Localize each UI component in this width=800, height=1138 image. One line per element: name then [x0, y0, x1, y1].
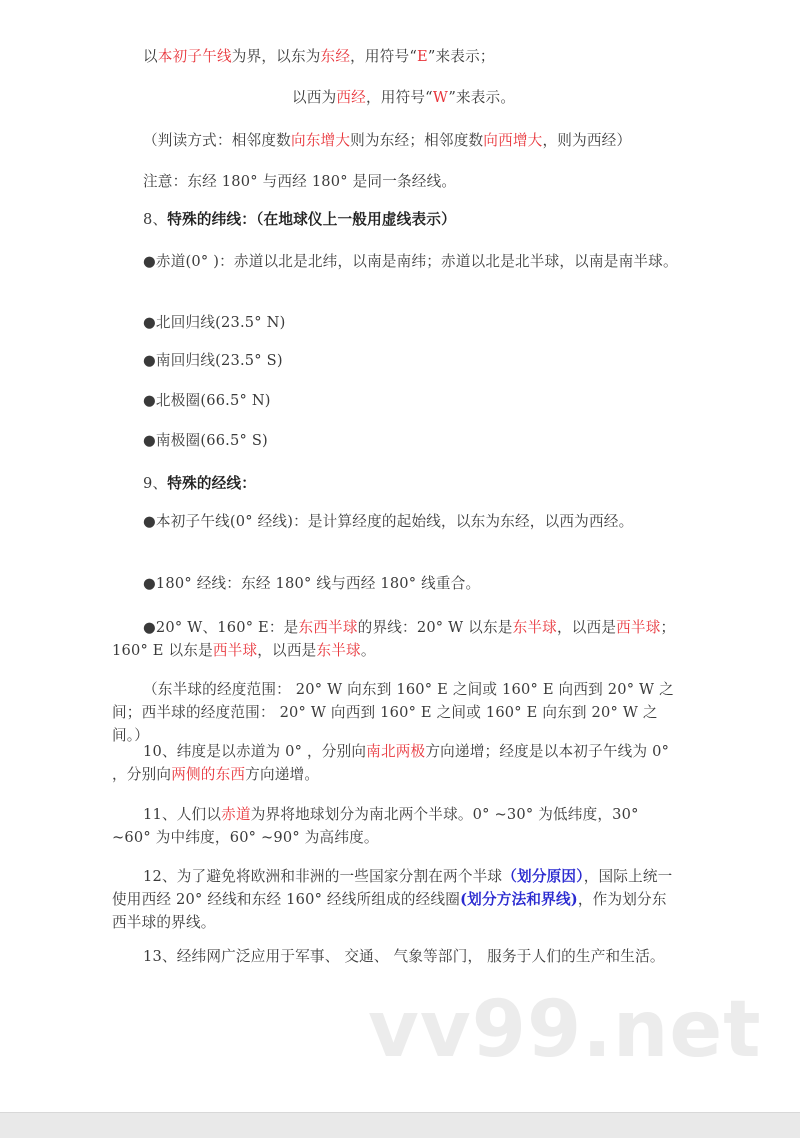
highlighted-text: 东西半球 [298, 619, 358, 636]
highlighted-text: 西经 [336, 89, 366, 106]
paragraph [292, 86, 692, 109]
text-segment: ●180° 经线：东经 180° 线与西经 180° 线重合。 [143, 575, 481, 592]
bottom-scrollbar[interactable] [0, 1112, 800, 1138]
text-segment: ●赤道(0° )：赤道以北是北纬，以南是南纬；赤道以北是北半球，以南是南半球。 [143, 253, 678, 270]
text-segment: ，国际上统一使用西经 20° 经线和东经 160° 经线所组成的经线圈 [112, 868, 673, 908]
highlighted-text: 赤道 [221, 806, 251, 823]
highlighted-text: E [416, 48, 428, 65]
text-segment: （东半球的经度范围： 20° W 向东到 160° E 之间或 160° E 向西到 20° W 之间；西半球的经度范围： 20° W 向西到 160° E 之间或 160° E 向东到 20° W 之间。） [112, 681, 674, 744]
text-segment: ，以西是 [257, 642, 317, 659]
paragraph [112, 472, 678, 495]
paragraph [112, 129, 678, 152]
highlighted-text: 西半球 [212, 642, 258, 659]
text-segment: 10、纬度是以赤道为 0° ，分别向 [143, 743, 367, 760]
highlighted-text: 西半球 [616, 619, 661, 636]
paragraph [112, 208, 678, 231]
text-segment: ，用符号“ [365, 89, 433, 106]
highlighted-text: 南北两极 [366, 743, 426, 760]
text-segment: （判读方式：相邻度数 [143, 132, 291, 149]
text-segment: ”来表示； [427, 48, 495, 65]
highlighted-text: 向西增大 [483, 132, 543, 149]
paragraph [112, 510, 678, 533]
text-segment: ●20° W、160° E：是 [143, 619, 299, 636]
paragraph [112, 865, 678, 934]
highlighted-text: 本初子午线 [157, 48, 232, 65]
text-segment: ，则为西经） [542, 132, 632, 149]
highlighted-text: 东半球 [316, 642, 361, 659]
text-segment: ，用符号“ [350, 48, 417, 65]
text-segment: 方向递增。 [245, 766, 320, 783]
text-segment: 方向递增；经度是以本初子午线为 0° ，分别向 [112, 743, 670, 783]
text-segment: 以 [143, 48, 158, 65]
paragraph [112, 616, 678, 662]
text-segment: ●南极圈(66.5° S) [143, 432, 268, 449]
annotation-text: (划分方法和界线) [460, 891, 578, 908]
text-segment: 为界将地球划分为南北两个半球。0° ~30° 为低纬度，30° ~60° 为中纬度，60° ~90° 为高纬度。 [112, 806, 639, 846]
paragraph [112, 45, 678, 68]
text-segment: ●本初子午线(0° 经线)：是计算经度的起始线，以东为东经，以西为西经。 [143, 513, 634, 530]
paragraph [112, 678, 678, 747]
text-segment: 8、 [143, 211, 168, 228]
paragraph [112, 250, 678, 273]
text-segment: 12、为了避免将欧洲和非洲的一些国家分割在两个半球 [143, 868, 503, 885]
paragraph [112, 945, 678, 968]
paragraph [112, 389, 678, 412]
text-segment: 以西为 [292, 89, 337, 106]
text-segment: 的界线：20° W 以东是 [357, 619, 513, 636]
text-segment: 11、人们以 [143, 806, 222, 823]
text-segment: 13、经纬网广泛应用于军事、 交通、 气象等部门， 服务于人们的生产和生活。 [143, 948, 665, 965]
text-segment: ，以西是 [556, 619, 617, 636]
highlighted-text: W [432, 89, 449, 106]
paragraph [112, 740, 678, 786]
highlighted-text: 东半球 [512, 619, 557, 636]
heading-text: 特殊的经线： [167, 475, 257, 492]
text-segment: 为界，以东为 [231, 48, 321, 65]
highlighted-text: 两侧的东西 [171, 766, 246, 783]
annotation-text: （划分原因） [502, 868, 584, 885]
text-segment: 。 [360, 642, 376, 659]
text-segment: 注意：东经 180° 与西经 180° 是同一条经线。 [143, 173, 457, 190]
text-segment: ●南回归线(23.5° S) [143, 352, 283, 369]
paragraph [112, 803, 678, 849]
watermark: vv99.net [368, 985, 762, 1075]
heading-text: 特殊的纬线：（在地球仪上一般用虚线表示） [167, 211, 456, 228]
text-segment: ●北回归线(23.5° N) [143, 314, 286, 331]
paragraph [112, 311, 678, 334]
text-segment: ；160° E 以东是 [112, 619, 676, 659]
text-segment: 9、 [143, 475, 168, 492]
paragraph [112, 170, 678, 193]
text-segment: ”来表示。 [448, 89, 516, 106]
text-segment: ●北极圈(66.5° N) [143, 392, 271, 409]
highlighted-text: 东经 [320, 48, 351, 65]
text-segment: ，作为划分东西半球的界线。 [112, 891, 667, 931]
highlighted-text: 向东增大 [290, 132, 351, 149]
text-segment: 则为东经；相邻度数 [350, 132, 484, 149]
paragraph [112, 572, 678, 595]
paragraph [112, 349, 678, 372]
paragraph [112, 429, 678, 452]
